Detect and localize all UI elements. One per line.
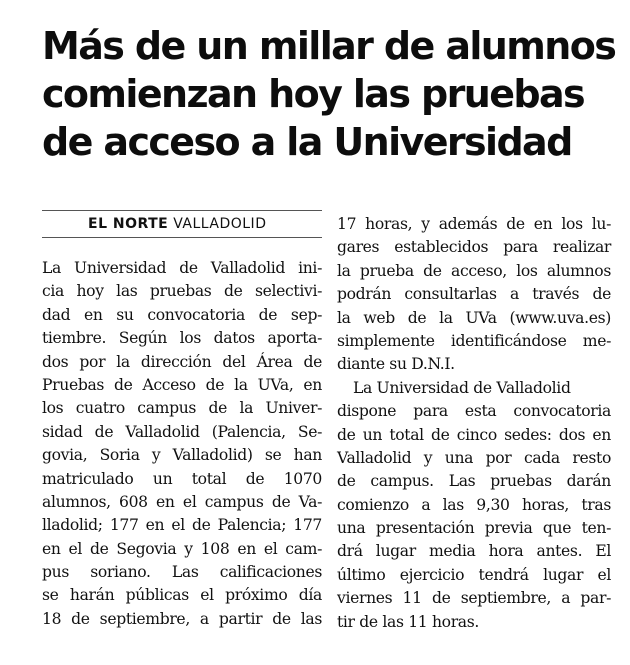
article-column-left [42,257,322,631]
headline-line: Más de un millar de alumnos [42,24,616,68]
text-line: la prueba de acceso, los alumnos [337,261,611,280]
text-line: lladolid; 177 en el de Palencia; 177 [42,516,322,535]
text-line: alumnos, 608 en el campus de Va- [42,492,322,511]
text-line: una presentación previa que ten- [337,519,611,538]
text-line: podrán consultarlas a través de [337,285,611,304]
text-line: tir de las 11 horas. [337,612,480,631]
article-column-right [337,213,611,634]
text-line: 18 de septiembre, a partir de las [42,609,322,628]
text-line: Pruebas de Acceso de la UVa, en [42,375,322,394]
text-line: la web de la UVa (www.uva.es) [337,308,611,327]
text-line: en el de Segovia y 108 en el cam- [42,539,322,558]
text-line: se harán públicas el próximo día [42,586,322,605]
headline-line: comienzan hoy las pruebas [42,72,585,116]
byline-location: VALLADOLID [173,216,267,232]
headline-line: de acceso a la Universidad [42,120,572,164]
text-line: pus soriano. Las calificaciones [42,563,322,582]
text-line: Valladolid y una por cada resto [337,448,611,467]
text-line: comienzo a las 9,30 horas, tras [337,495,611,514]
text-line: govia, Soria y Valladolid) se han [42,446,322,465]
headline [42,22,622,166]
text-line: 17 horas, y además de en los lu- [337,215,611,233]
text-line: simplemente identificándose me- [337,331,611,350]
text-line: gares establecidos para realizar [337,238,611,257]
text-line: sidad de Valladolid (Palencia, Se- [42,422,322,441]
text-line: de un total de cinco sedes: dos en [337,425,611,444]
text-line: cia hoy las pruebas de selectivi- [42,282,322,301]
text-line: último ejercicio tendrá lugar el [337,565,611,584]
text-line: La Universidad de Valladolid [353,378,571,397]
text-line: dos por la dirección del Área de [42,352,322,371]
text-line: matriculado un total de 1070 [42,469,322,488]
text-line: viernes 11 de septiembre, a par- [337,589,611,608]
text-line: La Universidad de Valladolid ini- [42,259,322,277]
byline [42,210,322,238]
text-line: tiembre. Según los datos aporta- [42,329,322,348]
text-line: de campus. Las pruebas darán [337,472,611,491]
text-line: drá lugar media hora antes. El [337,542,611,561]
text-line: dad en su convocatoria de sep- [42,305,322,324]
text-line: dispone para esta convocatoria [337,402,611,421]
text-line: los cuatro campus de la Univer- [42,399,322,418]
byline-source: EL NORTE [88,216,169,232]
text-line: diante su D.N.I. [337,355,455,374]
